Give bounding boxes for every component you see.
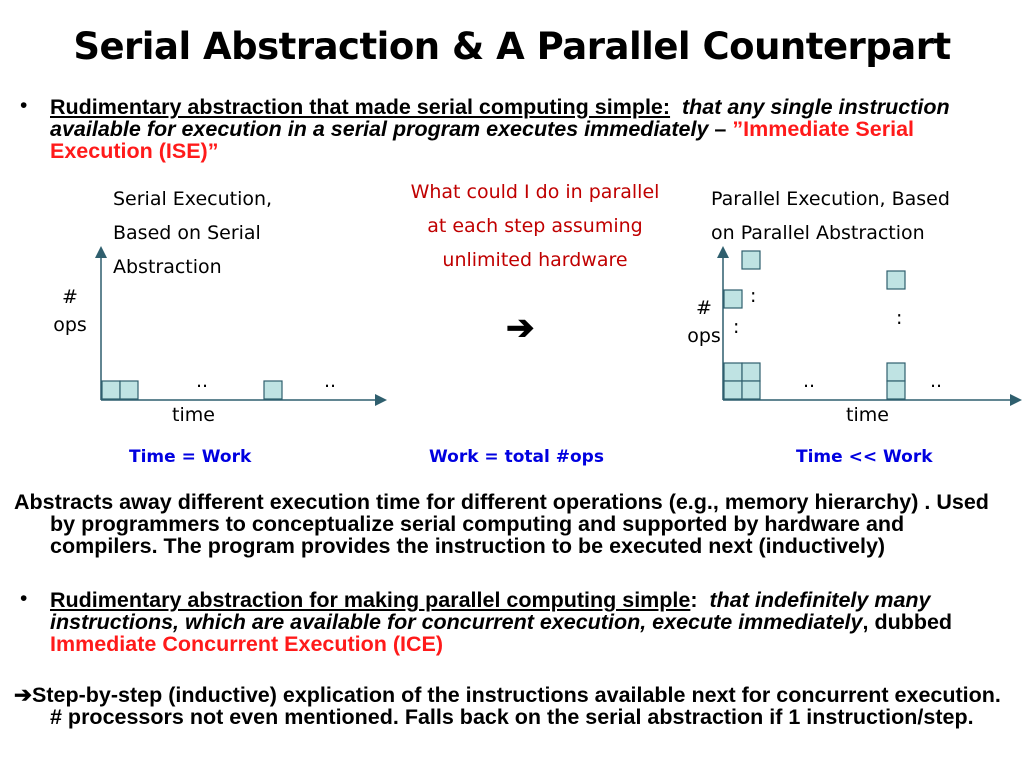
y-axis-label-line: # — [62, 286, 78, 308]
parallel-op-box — [742, 381, 760, 399]
y-axis-label-line: # — [696, 297, 712, 319]
serial-continuation-dots: .. — [324, 370, 337, 392]
right-arrow-icon: ➔ — [506, 309, 535, 347]
parallel-op-box — [742, 251, 760, 269]
parallel-op-box — [887, 363, 905, 381]
serial-op-box — [102, 381, 120, 399]
serial-label-line: Based on Serial — [113, 222, 261, 244]
ise-name: ”Immediate Serial Execution (ISE)” — [50, 117, 914, 163]
parallel-op-box — [724, 290, 742, 308]
question-line: What could I do in parallel — [410, 181, 660, 203]
arrow-icon: ➔ — [14, 683, 33, 707]
parallel-continuation-dots: .. — [803, 370, 816, 392]
parallel-label-line: on Parallel Abstraction — [711, 222, 925, 244]
parallel-label-line: Parallel Execution, Based — [711, 188, 950, 210]
stepwise-text: Step-by-step (inductive) explication of the instructions available next for concurrent execution. # processors not even mentioned. Falls back on the serial abstraction if 1 instruction/step. — [32, 683, 1001, 729]
ice-name: Immediate Concurrent Execution (ICE) — [50, 632, 444, 656]
vertical-ellipsis: : — [733, 316, 740, 338]
ise-heading: Rudimentary abstraction that made serial computing simple: — [50, 95, 671, 119]
vertical-ellipsis: : — [750, 285, 757, 307]
ice-definition: that indefinitely many instructions, which are available for concurrent execution, execute immediately — [50, 588, 931, 634]
serial-op-box — [264, 381, 282, 399]
parallel-op-box — [887, 381, 905, 399]
parallel-op-box — [742, 363, 760, 381]
stepwise-paragraph — [14, 684, 1014, 728]
ice-heading: Rudimentary abstraction for making parallel computing simple — [50, 588, 691, 612]
ice-colon: : — [690, 588, 698, 612]
bullet-marker: • — [20, 94, 28, 117]
parallel-op-box — [887, 271, 905, 289]
abstraction-paragraph: Abstracts away different execution time for different operations (e.g., memory hierarchy) . Used by programmers to conceptualize serial computing and supported by hardware and compilers. The program provides the instruction to be executed next (inductively) — [14, 490, 989, 558]
serial-label-line: Abstraction — [113, 256, 222, 278]
ice-paragraph — [50, 589, 1010, 655]
serial-label-line: Serial Execution, — [113, 188, 273, 210]
parallel-op-box — [724, 381, 742, 399]
parallel-op-box — [724, 363, 742, 381]
y-axis-label-line: ops — [687, 325, 721, 347]
ice-dubbed: , dubbed — [862, 610, 953, 634]
serial-op-box — [120, 381, 138, 399]
y-axis-label-line: ops — [53, 314, 87, 336]
work-caption: Work = total #ops — [429, 447, 604, 467]
parallel-continuation-dots: .. — [930, 370, 943, 392]
question-line: unlimited hardware — [442, 249, 628, 271]
ise-dash: – — [714, 117, 727, 141]
question-line: at each step assuming — [427, 215, 643, 237]
parallel-x-axis-label: time — [846, 404, 889, 426]
bullet-marker: • — [20, 587, 28, 610]
vertical-ellipsis: : — [896, 307, 903, 329]
parallel-caption: Time << Work — [796, 447, 933, 467]
serial-caption: Time = Work — [129, 447, 252, 467]
ise-definition: that any single instruction available for execution in a serial program executes immediately — [50, 95, 950, 141]
serial-continuation-dots: .. — [196, 370, 209, 392]
slide-title: Serial Abstraction & A Parallel Counterpart — [73, 25, 951, 68]
serial-x-axis-label: time — [172, 404, 215, 426]
